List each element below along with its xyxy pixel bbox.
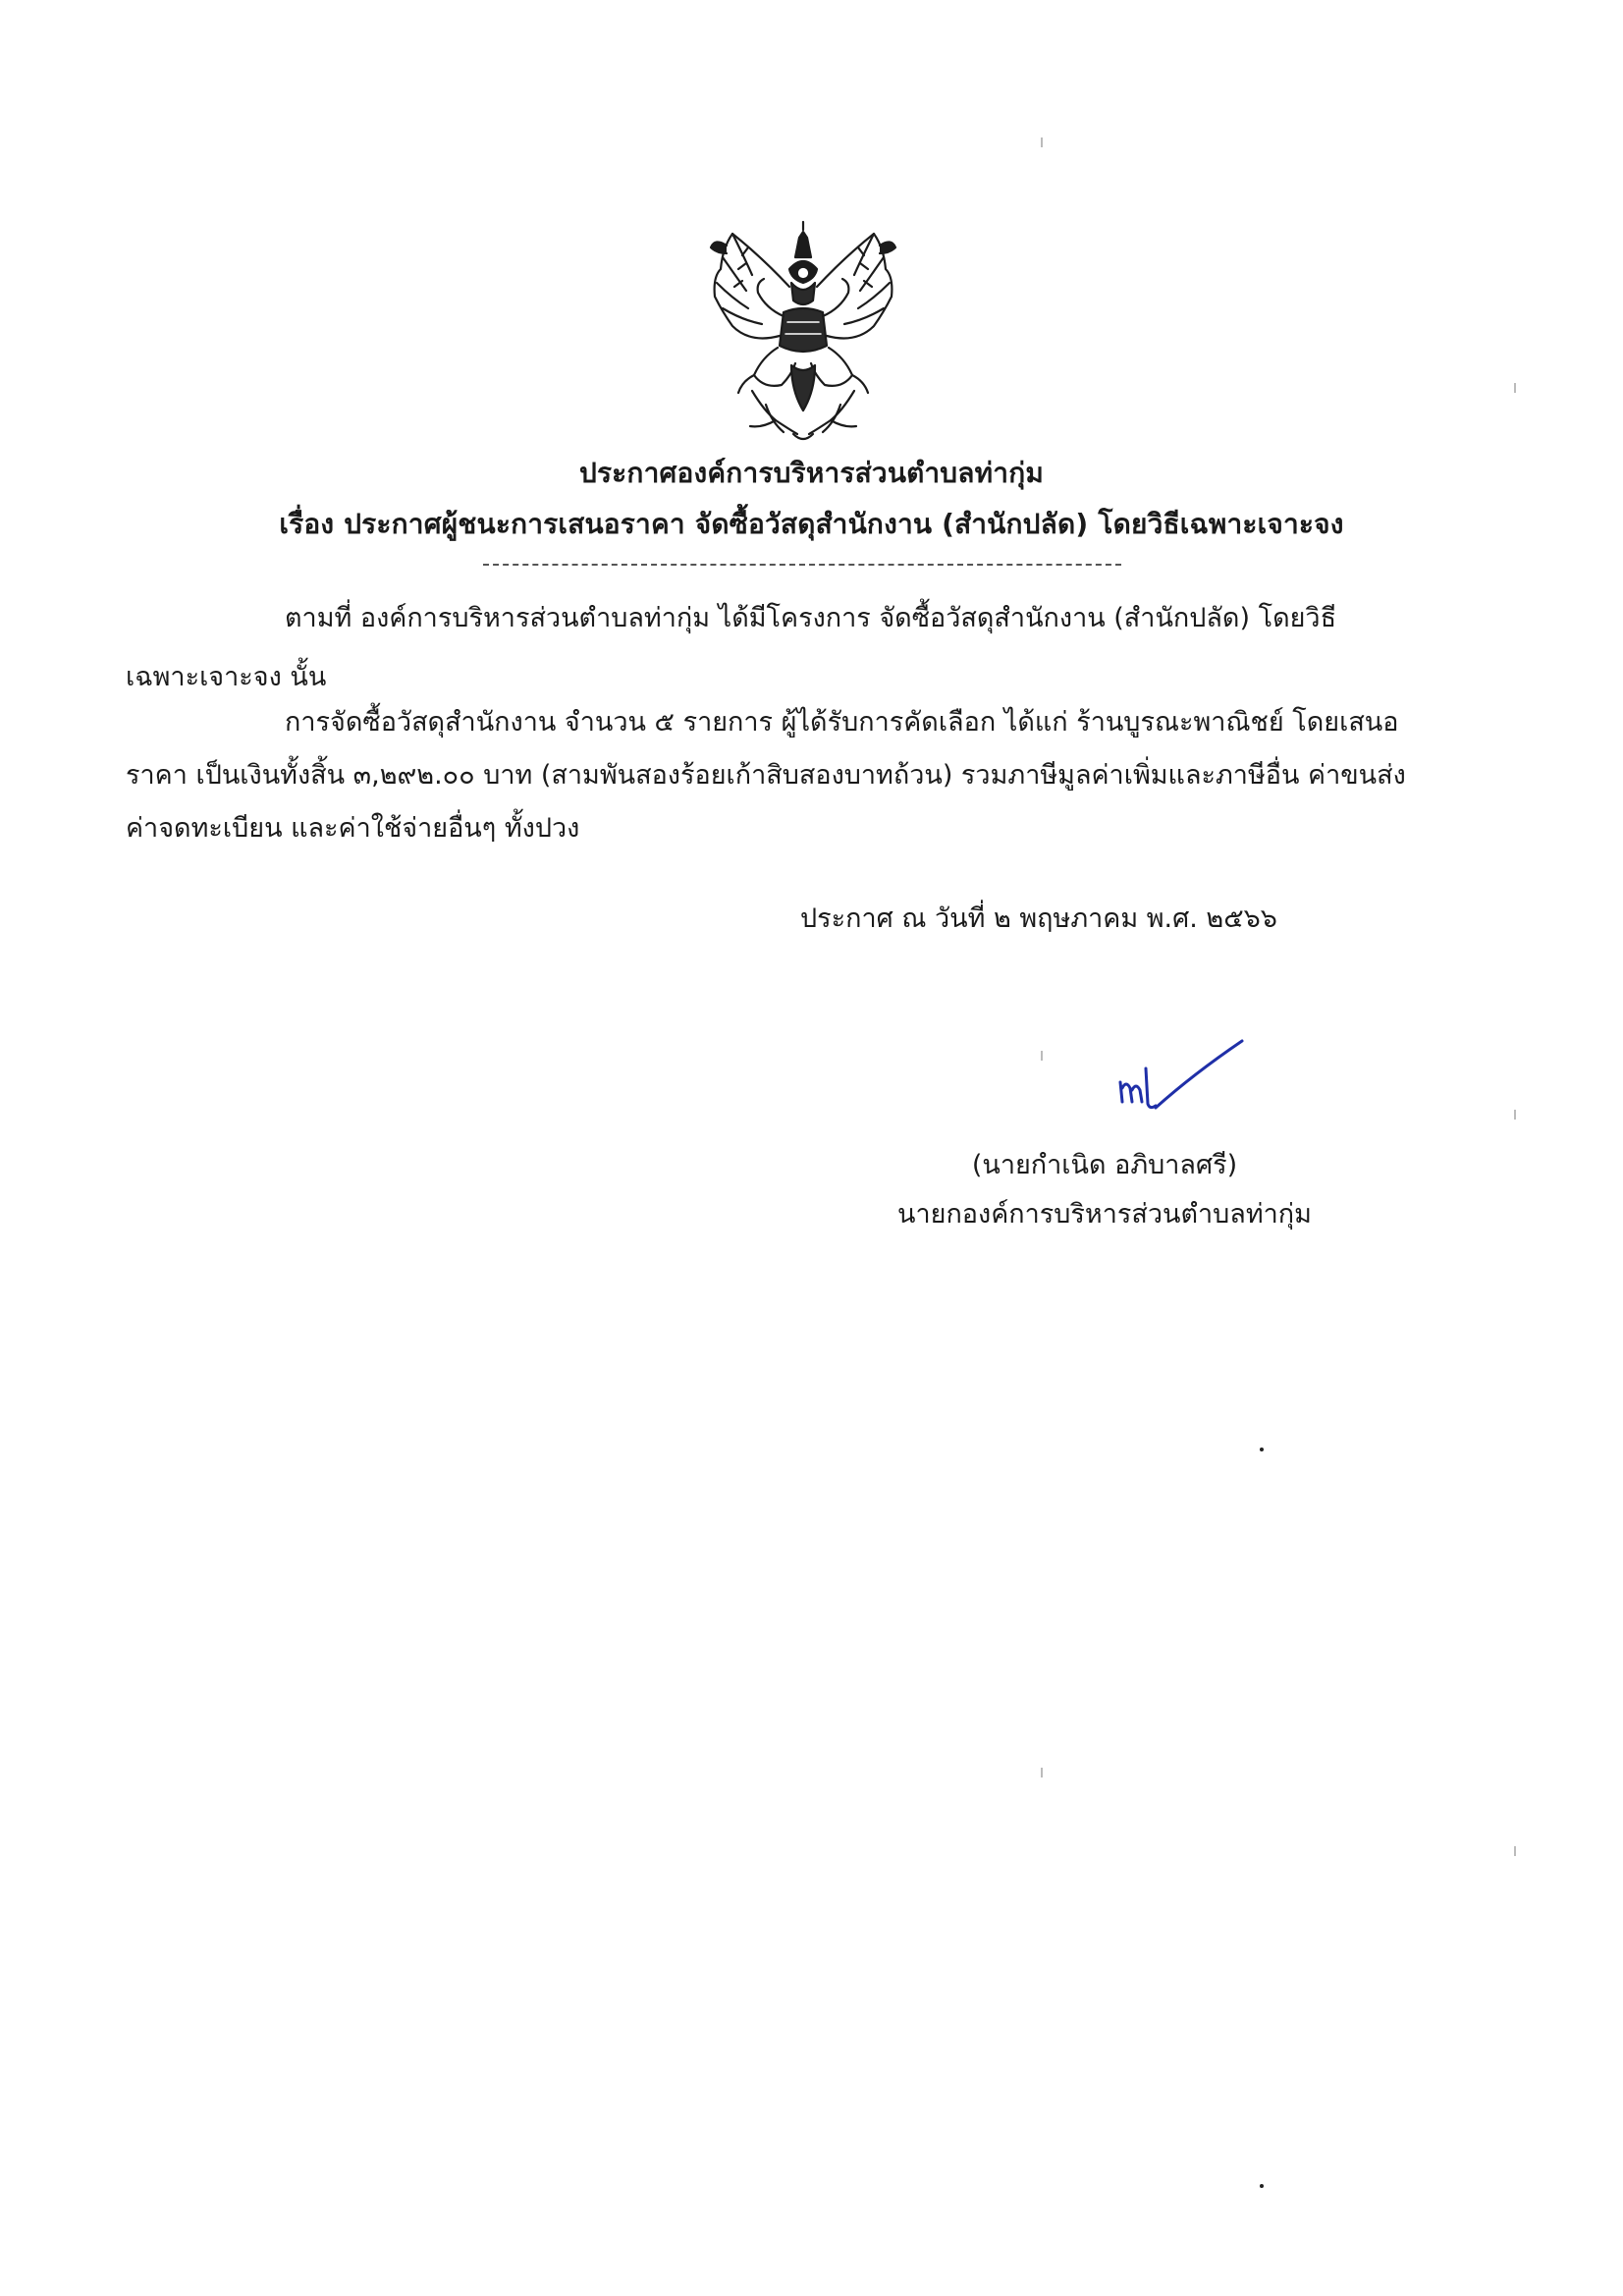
- title-divider: [483, 564, 1121, 566]
- scan-speck: [1041, 1051, 1043, 1061]
- signer-name: (นายกำเนิด อภิบาลศรี): [971, 1150, 1238, 1180]
- paragraph-2-line-3: ค่าจดทะเบียน และค่าใช้จ่ายอื่นๆ ทั้งปวง: [126, 813, 580, 844]
- scan-speck: [1514, 383, 1516, 393]
- announcement-title: ประกาศองค์การบริหารส่วนตำบลท่ากุ่ม: [578, 457, 1045, 489]
- paragraph-2-line-1: การจัดซื้อวัสดุสำนักงาน จำนวน ๕ รายการ ผู้ได้รับการคัดเลือก ได้แก่ ร้านบูรณะพาณิชย์ โดยเสนอ: [285, 707, 1399, 738]
- scan-speck: [1041, 1768, 1043, 1777]
- paragraph-1-line-2: เฉพาะเจาะจง นั้น: [126, 662, 327, 692]
- garuda-emblem-icon: [693, 218, 913, 446]
- announcement-subject: เรื่อง ประกาศผู้ชนะการเสนอราคา จัดซื้อวัสดุสำนักงาน (สำนักปลัด) โดยวิธีเฉพาะเจาะจง: [279, 508, 1344, 540]
- signer-position: นายกองค์การบริหารส่วนตำบลท่ากุ่ม: [897, 1199, 1312, 1230]
- paragraph-1-line-1: ตามที่ องค์การบริหารส่วนตำบลท่ากุ่ม ได้มีโครงการ จัดซื้อวัสดุสำนักงาน (สำนักปลัด) โดยวิธี: [285, 603, 1337, 633]
- announcement-date: ประกาศ ณ วันที่ ๒ พฤษภาคม พ.ศ. ๒๕๖๖: [800, 903, 1277, 934]
- scan-dot: [1260, 1448, 1264, 1451]
- scan-dot: [1260, 2184, 1264, 2188]
- scan-speck: [1041, 137, 1043, 147]
- signature-mark: [1114, 1039, 1252, 1120]
- scan-speck: [1514, 1846, 1516, 1856]
- paragraph-2-line-2: ราคา เป็นเงินทั้งสิ้น ๓,๒๙๒.๐๐ บาท (สามพันสองร้อยเก้าสิบสองบาทถ้วน) รวมภาษีมูลค่าเพิ่มและภาษีอื่น ค่าขนส่ง: [126, 760, 1406, 791]
- scan-speck: [1514, 1110, 1516, 1120]
